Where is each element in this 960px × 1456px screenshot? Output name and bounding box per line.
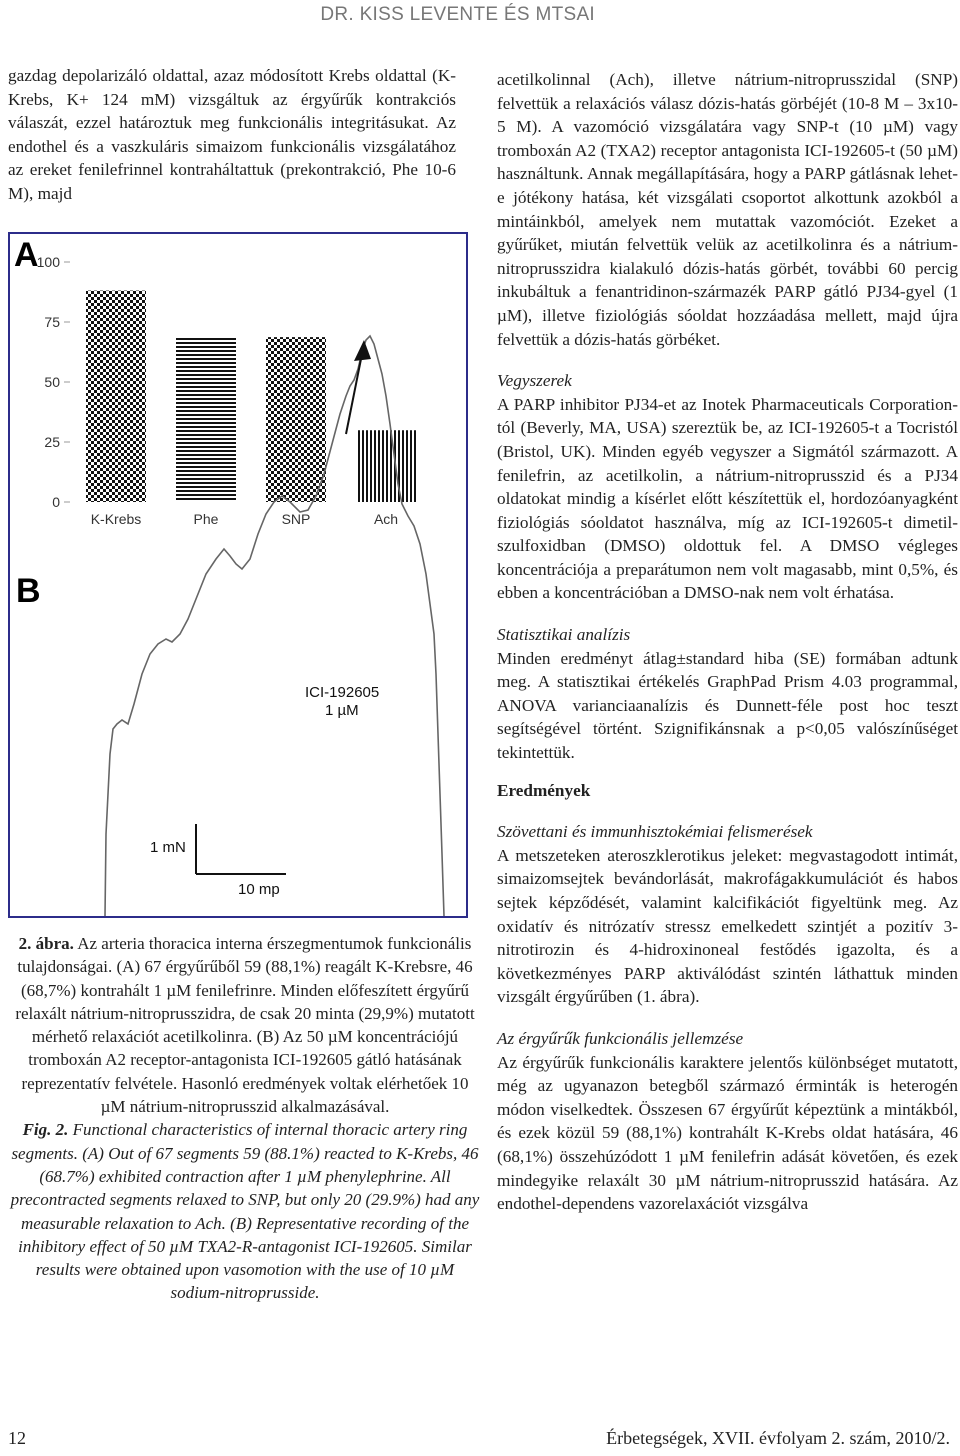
subsection-text-histology: A metszeteken ateroszklerotikus jeleket: megvastagodott intimát, simaizomsejtek bevándorlását, makrofágakkumulációt és habos sejtek képződését, valamint kalcifikációt figyeltünk meg. Az oxidatív és nitrózatív stressz emelkedett szintjét a pozitív 3-nitrotirozin és 4-hidroxinoneal festődés igazolta, és a következményes PARP aktiválódást szintén láthattuk minden vizsgált érgyűrűben (1. ábra). xyxy=(497,845,958,1007)
y-tick-label: 75 xyxy=(44,314,60,330)
subsection-text-function: Az érgyűrűk funkcionális karaktere jelentős különbséget mutatott, még az ugyanazon betegből származó érminták is heterogén módon viselkedtek. Összesen 67 érgyűrűt képeztünk a mintákból, és ezek közül 59 (88,1%) kontrahált K-Krebs oldat hatására, 46 (68,1%) összehúzódott 1 µM fenilefrin adását követően, és ezek mindegyike relaxált 30 µM nátrium-nitroprusszid hatására. Az endothel-dependens vazorelaxációt vizsgálva xyxy=(497,1052,958,1214)
section-title-vegyszerek: Vegyszerek xyxy=(497,371,572,391)
arrow-head-icon xyxy=(354,340,371,361)
bar-snp xyxy=(266,337,326,502)
x-tick-label: Phe xyxy=(193,511,219,527)
y-tick-label: 100 xyxy=(36,254,60,270)
scale-x-label: 10 mp xyxy=(238,881,280,898)
x-tick-label: Ach xyxy=(373,511,399,527)
journal-footer: Érbetegségek, XVII. évfolyam 2. szám, 2010/2. xyxy=(606,1428,950,1448)
figure-svg xyxy=(10,234,466,916)
panel-b-label: B xyxy=(16,572,41,610)
x-tick-label: SNP xyxy=(281,511,311,527)
x-tick-label: K-Krebs xyxy=(90,511,142,527)
subsection-title-histology: Szövettani és immunhisztokémiai felismerések xyxy=(497,822,813,842)
section-text-statisztika: Minden eredményt átlag±standard hiba (SE) formában adtunk meg. A statisztikai értékelés GraphPad Prism 4.03 programmal, ANOVA varianciaanalízis és Dunnett-féle post hoc teszt segítségével történt. Szignifikánsnak a p<0,05 valószínűséget tekintettük. xyxy=(497,648,958,763)
caption-english xyxy=(8,1118,482,1304)
figure-caption xyxy=(8,932,482,1305)
caption-hu-text: Az arteria thoracica interna érszegmentumok funkcionális tulajdonságai. (A) 67 érgyűrűből 59 (88,1%) reagált K-Krebsre, 46 (68,7%) kontrahált 1 µM fenilefrinre. Minden előfeszített érgyűrű relaxált nátrium-nitroprusszidra, de csak 20 minta (29,9%) mutatott mérhető relaxációt acetilkolinra. (B) Az 50 µM koncentrációjú tromboxán A2 receptor-antagonista ICI-192605 gátló hatásának reprezentatív felvétele. Hasonló eredmények voltak elérhetőek 10 µM nátrium-nitroprusszid alkalmazásával. xyxy=(15,934,475,1117)
scale-y-label: 1 mN xyxy=(150,839,186,856)
caption-en-label: Fig. 2. xyxy=(22,1120,69,1140)
annotation-drug: ICI-192605 xyxy=(305,684,380,701)
section-title-statisztika: Statisztikai analízis xyxy=(497,625,631,645)
results-heading: Eredmények xyxy=(497,780,591,800)
bar-chart xyxy=(37,254,416,527)
caption-en-text: Functional characteristics of internal thoracic artery ring segments. (A) Out of 67 segments 59 (88.1%) reacted to K-Krebs, 46 (68.7%) exhibited contraction after 1 µM phenylephrine. All precontracted segments relaxed to SNP, but only 20 (29.9%) had any measurable relaxation to Ach. (B) Representative recording of the inhibitory effect of 50 µM TXA2-R-antagonist ICI-192605. Similar results were obtained upon vasomotion with the use of 10 µM sodium-nitroprusside. xyxy=(10,1120,480,1303)
caption-hu-label: 2. ábra. xyxy=(18,934,74,953)
y-tick-label: 25 xyxy=(44,434,60,450)
y-tick-label: 0 xyxy=(52,494,60,510)
caption-hungarian xyxy=(8,932,482,1118)
left-paragraph: gazdag depolarizáló oldattal, azaz módosított Krebs oldattal (K-Krebs, K+ 124 mM) vizsgáltuk az érgyűrűk kontrakciós válaszát, ezzel határoztuk meg funkcionális integritásukat. Az endothel és a vaszkuláris simaizom funkcionális vizsgálatához az ereket fenilefrinnel kontraháltattuk (prekontrakció, Phe 10-6 M), majd xyxy=(8,66,456,203)
section-text-vegyszerek: A PARP inhibitor PJ34-et az Inotek Pharmaceuticals Corporation-tól (Beverly, MA, USA) szereztük be, az ICI-192605-t a Tocristól (Bristol, UK). Minden egyéb vegyszer a Sigmától származott. A fenilefrin, az acetilkolin, a nátrium-nitroprusszid és a PJ34 oldatokat mindig a kísérlet előtt készítettük el, hordozóanyagként fiziológiás sóoldatot használva, míg az ICI-192605-t dimetil-szulfoxidban (DMSO) oldottuk fel. A DMSO végleges koncentrációja a preparátumon nem volt magasabb, mint 0,5%, és ebben a koncentrációban a DMSO-nak nem volt érhatása. xyxy=(497,394,958,603)
left-column-text xyxy=(8,64,456,206)
methods-paragraph: acetilkolinnal (Ach), illetve nátrium-nitroprusszidal (SNP) felvettük a relaxációs válasz dózis-hatás görbéjét (10-8 M – 3x10-5 M). A vazomóció vizsgálatára vagy SNP-t (10 µM) vagy tromboxán A2 (TXA2) receptor antagonista ICI-192605-t (50 µM) használtunk. Annak megállapítására, hogy a PARP gátlásnak lehet-e jótékony hatása, két vizsgálati csoportot alkottunk azokból a mintáinkból, amelyek nem mutattak vazomóciót. Ezeket a gyűrűket, miután felvettük velük az acetilkolinra és a nátrium-nitroprusszidra kialakuló dózis-hatás görbét, további 60 percig inkubáltuk a fenantridinon-származék PARP gátló PJ34-gyel (1 µM), illetve fiziológiás sóoldat hozzáadása mellett, majd újra felvettük a dózis-hatás görbéket. xyxy=(497,70,958,349)
annotation-dose: 1 µM xyxy=(325,702,359,719)
bar-phe xyxy=(176,337,236,502)
y-tick-label: 50 xyxy=(44,374,60,390)
subsection-title-function: Az érgyűrűk funkcionális jellemzése xyxy=(497,1028,744,1048)
panel-a-label: A xyxy=(14,236,39,274)
bar-k-krebs xyxy=(86,291,146,502)
bar-ach xyxy=(356,430,416,502)
page-number: 12 xyxy=(8,1428,26,1448)
figure-2 xyxy=(8,232,468,918)
right-column xyxy=(497,68,958,1216)
running-header: DR. KISS LEVENTE ÉS MTSAI xyxy=(320,4,595,25)
